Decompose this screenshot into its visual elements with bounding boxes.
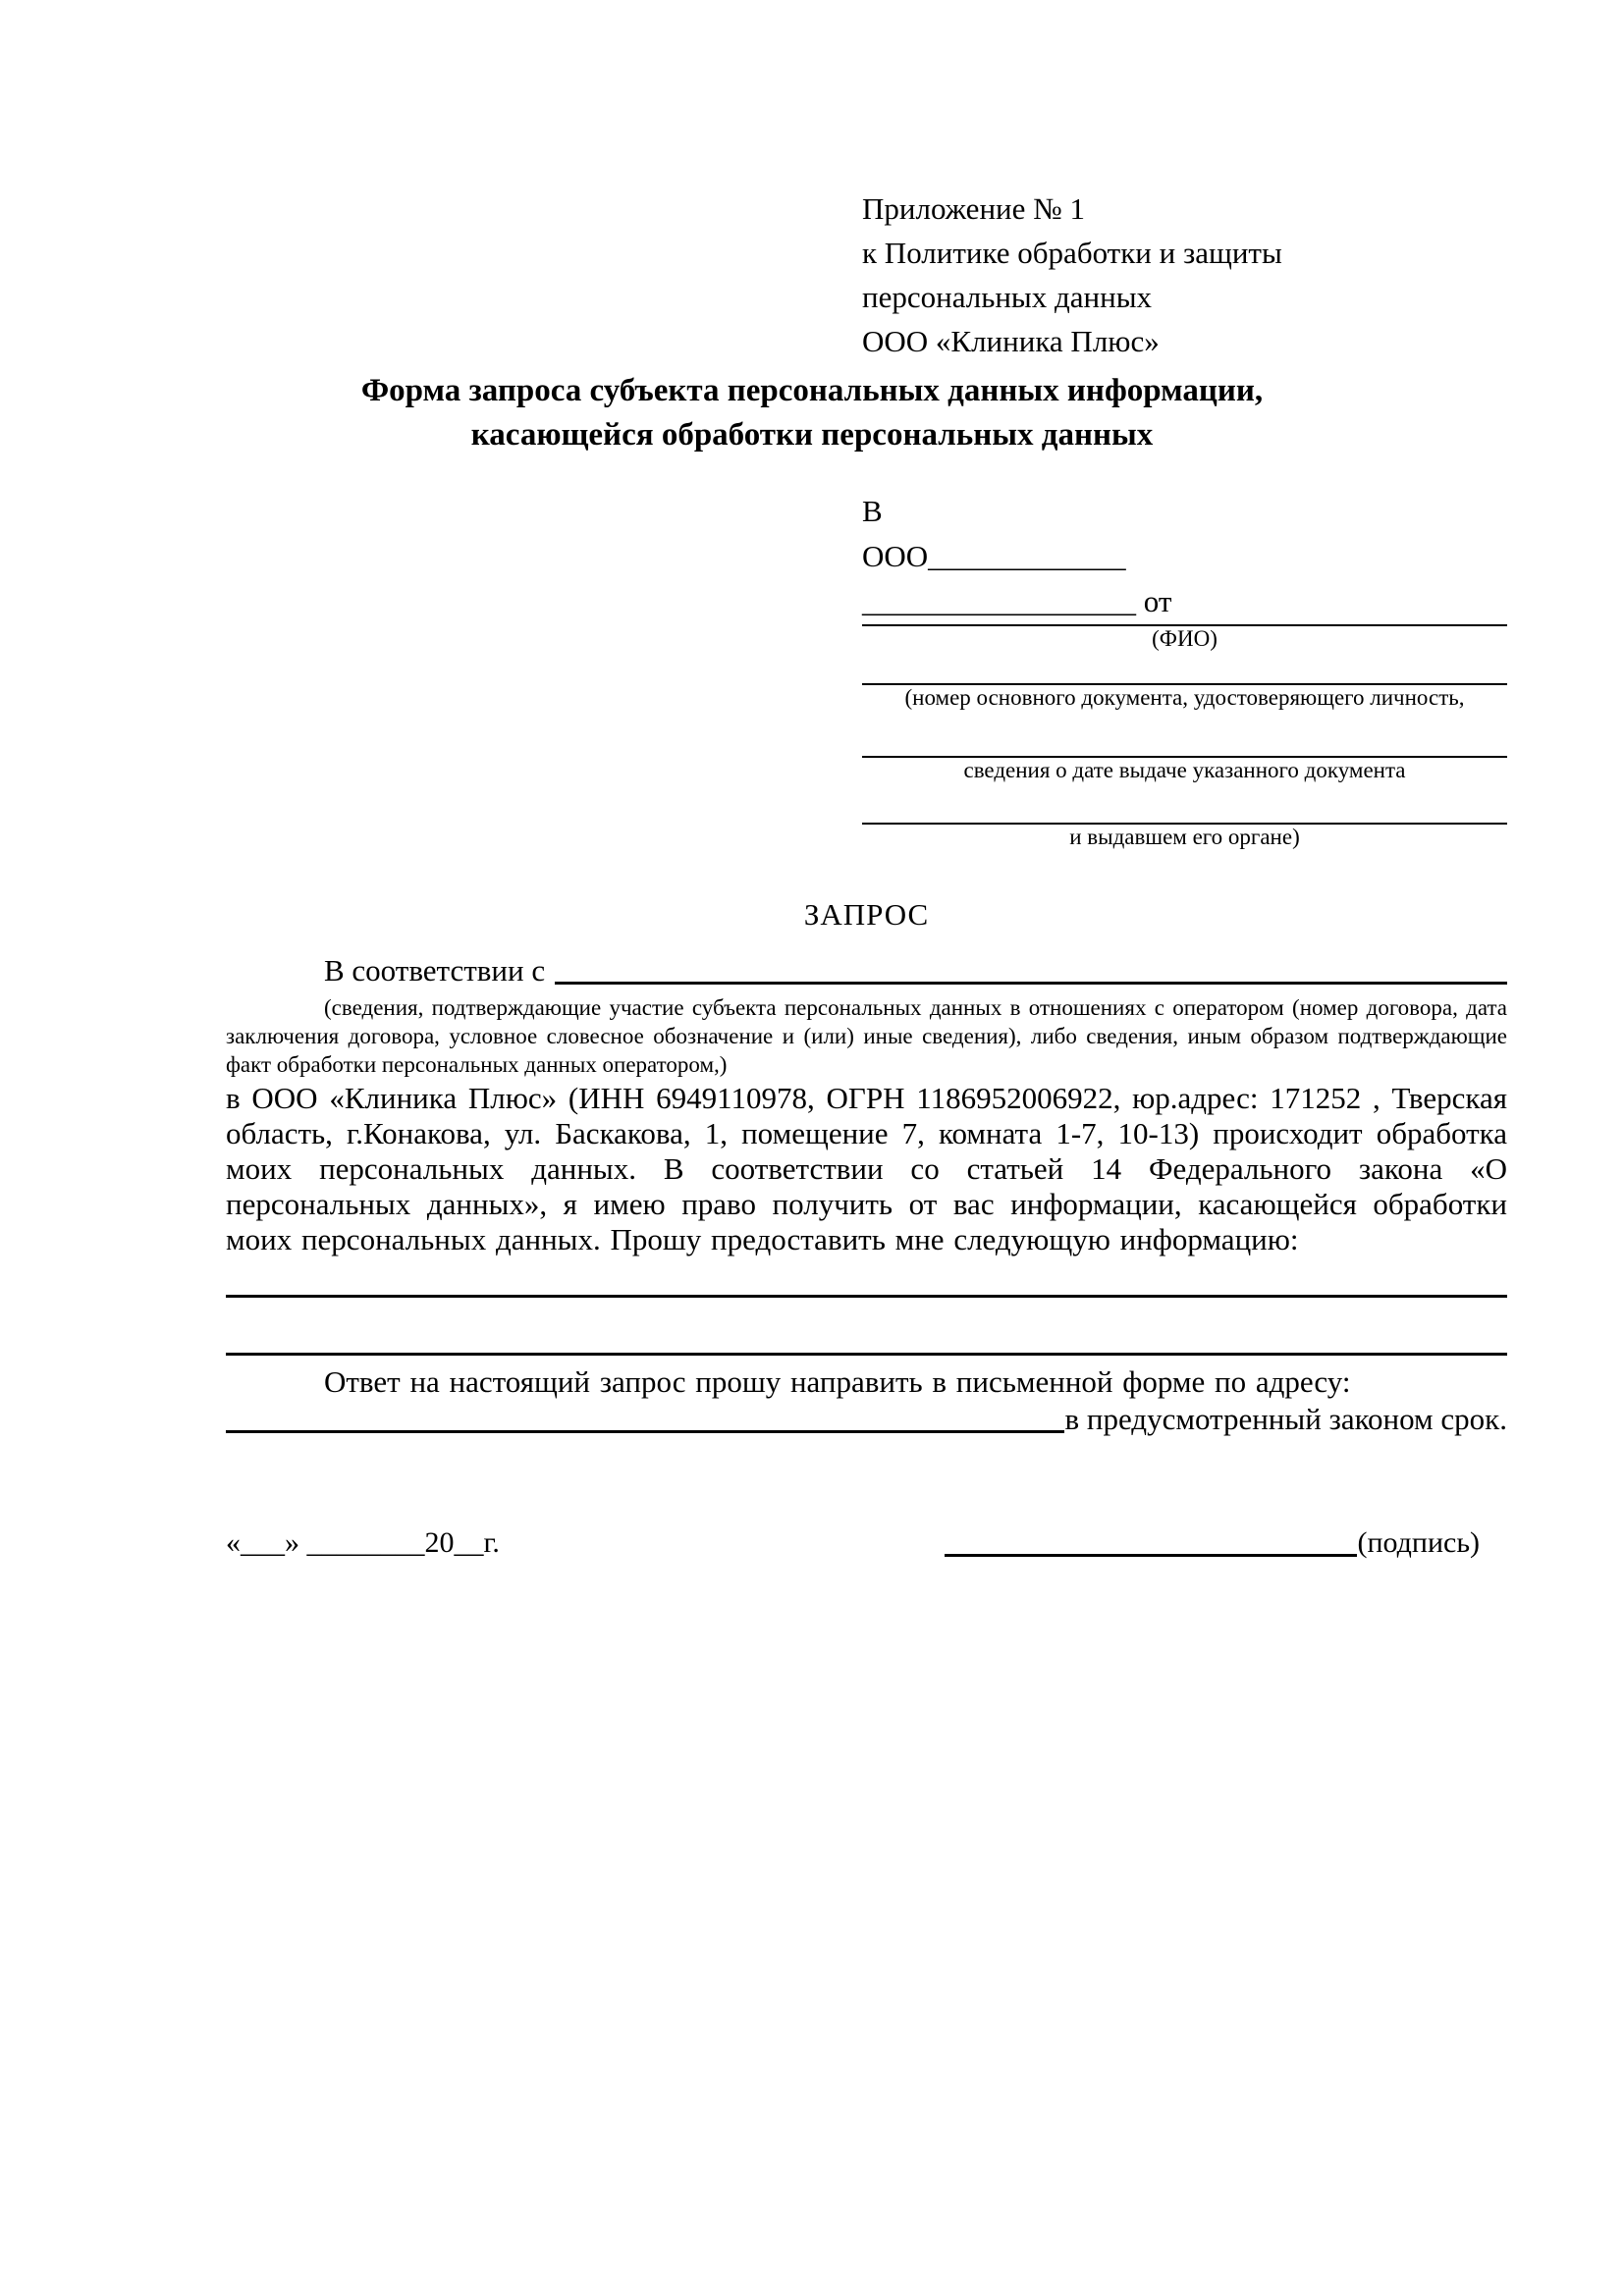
id-doc-caption: (номер основного документа, удостоверяющего личность,	[904, 685, 1465, 710]
reply-address-fill-line	[226, 1430, 1064, 1433]
intro-paragraph	[226, 952, 1507, 989]
addressee-from-blank: __________________ от	[862, 584, 1172, 618]
signature-fill-line	[945, 1554, 1357, 1557]
intro-fill-line	[555, 982, 1507, 985]
reply-address-paragraph: Ответ на настоящий запрос прошу направить в письменной форме по адресу:	[324, 1364, 1351, 1399]
issuing-authority-caption: и выдавшем его органе)	[1069, 825, 1300, 849]
document-title	[0, 369, 1624, 457]
signature-caption: (подпись)	[1357, 1526, 1480, 1559]
appendix-header-line: Приложение № 1	[862, 191, 1085, 226]
request-body-paragraph: в ООО «Клиника Плюс» (ИНН 6949110978, ОГРН 1186952006922, юр.адрес: 171252 , Тверская область, г.Конакова, ул. Баскакова, 1, помещение 7, комната 1-7, 10-13) происходит обработка моих персональных данных. В соответствии со статьей 14 Федерального закона «О персональных данных», я имею право получить от вас информации, касающейся обработки моих персональных данных. Прошу предоставить мне следующую информацию:	[226, 1081, 1507, 1256]
addressee-to: В	[862, 494, 883, 528]
addressee-org-blank: ООО_____________	[862, 539, 1126, 573]
reply-deadline-text: в предусмотренный законом срок.	[1064, 1402, 1507, 1436]
intro-prefix: В соответствии с	[324, 953, 546, 988]
date-fill-text: «___» ________20__г.	[226, 1526, 500, 1559]
appendix-header	[862, 187, 1507, 363]
request-heading: ЗАПРОС	[803, 897, 930, 932]
appendix-header-line: персональных данных	[862, 280, 1153, 314]
fio-caption: (ФИО)	[1152, 626, 1218, 651]
document-title-line-2: касающейся обработки персональных данных	[470, 417, 1154, 453]
issue-date-caption: сведения о дате выдаче указанного документа	[963, 758, 1406, 782]
appendix-header-line: ООО «Клиника Плюс»	[862, 324, 1160, 358]
date-signature-row	[226, 1524, 1507, 1562]
addressee-block	[862, 489, 1507, 850]
appendix-header-line: к Политике обработки и защиты	[862, 236, 1282, 270]
blank-fill-line-1	[226, 1295, 1507, 1298]
signature-group	[945, 1524, 1480, 1562]
blank-fill-line-2	[226, 1353, 1507, 1356]
clarification-note: (сведения, подтверждающие участие субъекта персональных данных в отношениях с оператором (номер договора, дата заключения договора, условное словесное обозначение и (или) иные сведения), либо сведения, иным образом подтверждающие факт обработки персональных данных оператором,)	[226, 995, 1507, 1077]
reply-deadline-row	[226, 1401, 1507, 1438]
document-title-line-1: Форма запроса субъекта персональных данных информации,	[360, 373, 1264, 408]
